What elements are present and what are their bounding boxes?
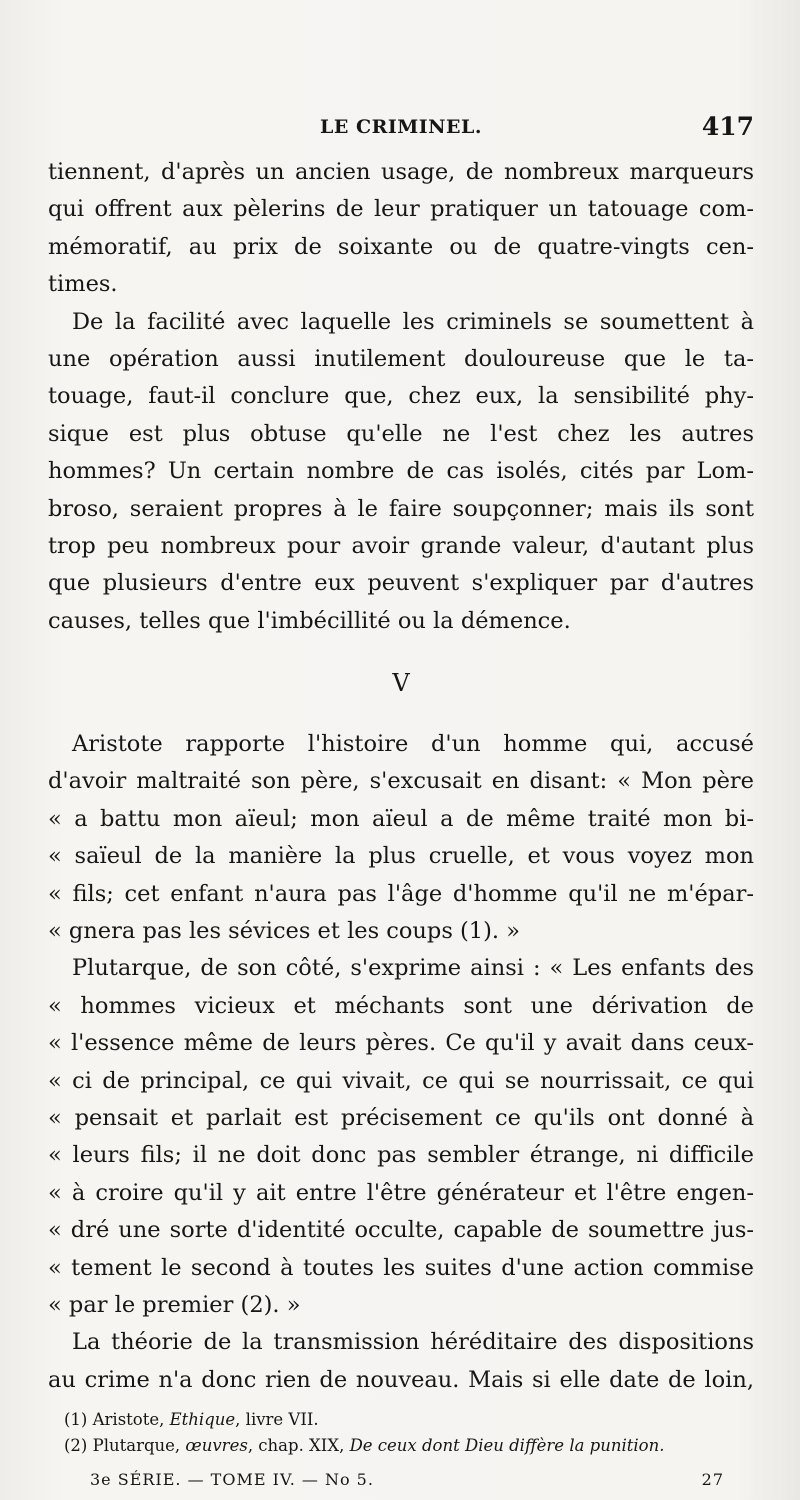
text-line: La théorie de la transmission héréditaire des dispositions bbox=[72, 1329, 754, 1356]
text-line: « a battu mon aïeul; mon aïeul a de même traité mon bi- bbox=[48, 805, 754, 832]
text-line: « l'essence même de leurs pères. Ce qu'il y avait dans ceux- bbox=[48, 1030, 754, 1057]
page-header bbox=[48, 112, 754, 148]
text-line: Aristote rapporte l'histoire d'un homme qui, accusé bbox=[72, 731, 754, 758]
footnotes bbox=[64, 1407, 754, 1459]
text-line: « dré une sorte d'identité occulte, capable de soumettre jus- bbox=[48, 1217, 754, 1244]
text-line: « saïeul de la manière la plus cruelle, et vous voyez mon bbox=[48, 843, 754, 870]
footnote-author: (1) Aristote, bbox=[64, 1410, 170, 1429]
text-line: « ci de principal, ce qui vivait, ce qui se nourrissait, ce qui bbox=[48, 1067, 754, 1094]
text-line: broso, seraient propres à le faire soupçonner; mais ils sont bbox=[48, 495, 754, 522]
footnote-rest: , livre VII. bbox=[235, 1410, 319, 1429]
text-line: hommes? Un certain nombre de cas isolés, cités par Lom- bbox=[48, 458, 754, 485]
running-title: LE CRIMINEL. bbox=[320, 116, 482, 138]
text-line: times. bbox=[48, 271, 118, 298]
text-line: trop peu nombreux pour avoir grande valeur, d'autant plus bbox=[48, 532, 754, 559]
text-line: « leurs fils; il ne doit donc pas sembler étrange, ni difficile bbox=[48, 1142, 754, 1169]
text-line: que plusieurs d'entre eux peuvent s'expliquer par d'autres bbox=[48, 570, 754, 597]
printer-signature bbox=[90, 1470, 724, 1494]
series-volume-mark: 3e SÉRIE. — TOME IV. — No 5. bbox=[90, 1470, 374, 1489]
text-line: Plutarque, de son côté, s'exprime ainsi : « Les enfants des bbox=[72, 955, 754, 982]
text-line: « pensait et parlait est précisement ce qu'ils ont donné à bbox=[48, 1104, 754, 1131]
footnote-author: (2) Plutarque, bbox=[64, 1436, 186, 1455]
text-line: au crime n'a donc rien de nouveau. Mais si elle date de loin, bbox=[48, 1366, 754, 1393]
footnote-1 bbox=[64, 1407, 754, 1433]
footnote-2 bbox=[64, 1433, 754, 1459]
footnote-rest: , chap. XIX, bbox=[247, 1436, 350, 1455]
text-line: De la facilité avec laquelle les criminels se soumettent à bbox=[72, 308, 754, 335]
body-text bbox=[48, 154, 754, 1399]
text-line: touage, faut-il conclure que, chez eux, la sensibilité phy- bbox=[48, 383, 754, 410]
text-line: tiennent, d'après un ancien usage, de nombreux marqueurs bbox=[48, 159, 754, 185]
text-line: d'avoir maltraité son père, s'excusait en disant: « Mon père bbox=[48, 768, 754, 795]
text-line: « gnera pas les sévices et les coups (1). » bbox=[48, 918, 520, 945]
signature-number: 27 bbox=[701, 1470, 724, 1489]
text-line: sique est plus obtuse qu'elle ne l'est chez les autres bbox=[48, 420, 754, 447]
section-heading: V bbox=[392, 669, 410, 698]
footnote-title: Ethique bbox=[169, 1410, 236, 1429]
text-line: une opération aussi inutilement douloureuse que le ta- bbox=[48, 345, 754, 372]
text-line: mémoratif, au prix de soixante ou de quatre-vingts cen- bbox=[48, 233, 754, 260]
footnote-work-title: De ceux dont Dieu diffère la punition. bbox=[349, 1436, 665, 1455]
text-line: « tement le second à toutes les suites d'une action commise bbox=[48, 1254, 754, 1281]
text-line: « hommes vicieux et méchants sont une dérivation de bbox=[48, 992, 754, 1019]
text-line: « fils; cet enfant n'aura pas l'âge d'homme qu'il ne m'épar- bbox=[48, 880, 754, 907]
text-line: causes, telles que l'imbécillité ou la démence. bbox=[48, 607, 571, 634]
text-line: « par le premier (2). » bbox=[48, 1291, 301, 1318]
text-line: « à croire qu'il y ait entre l'être générateur et l'être engen- bbox=[48, 1179, 754, 1206]
footnote-title: œuvres bbox=[185, 1436, 248, 1455]
page-number: 417 bbox=[701, 112, 754, 141]
text-line: qui offrent aux pèlerins de leur pratiquer un tatouage com- bbox=[48, 196, 754, 223]
